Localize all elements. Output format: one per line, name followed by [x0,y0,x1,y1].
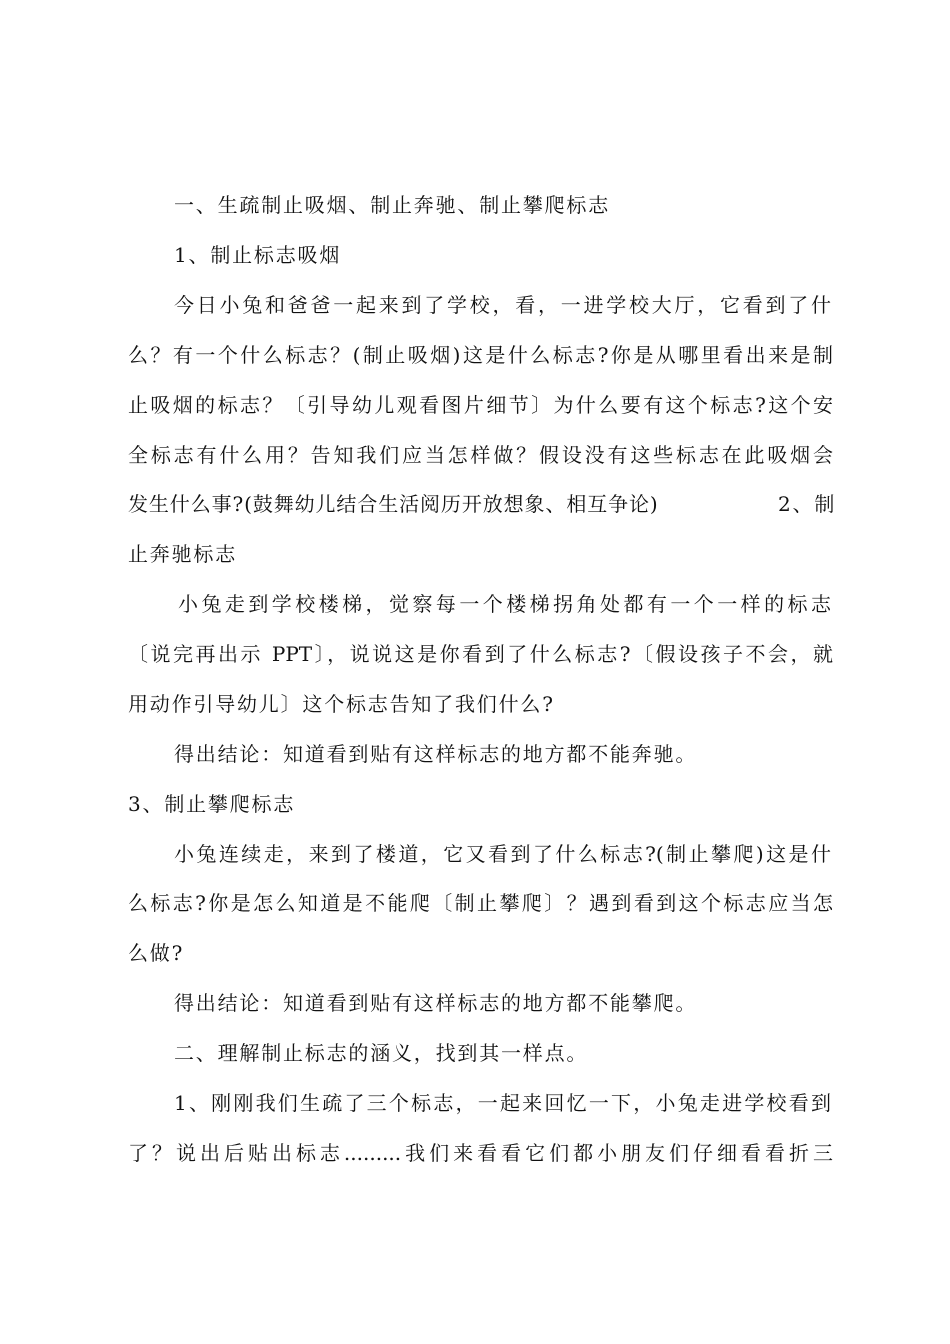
paragraph-line: 〔说完再出示 PPT〕，说说这是你看到了什么标志?〔假设孩子不会，就 [128,642,833,666]
paragraph-line: 了？说出后贴出标志.........我们来看看它们都小朋友们仔细看看折三 [128,1141,833,1165]
paragraph-line: 用动作引导幼儿〕这个标志告知了我们什么? [128,692,555,716]
heading-section-two: 二、理解制止标志的涵义，找到其一样点。 [174,1041,589,1065]
subheading-climbing: 3、制止攀爬标志 [128,792,296,816]
conclusion-running: 得出结论：知道看到贴有这样标志的地方都不能奔驰。 [174,742,698,766]
paragraph-line: 全标志有什么用？告知我们应当怎样做？假设没有这些标志在此吸烟会 [128,443,833,467]
paragraph-line: 发生什么事?(鼓舞幼儿结合生活阅历开放想象、相互争论) [128,492,659,516]
paragraph-line: 小兔走到学校楼梯，觉察每一个楼梯拐角处都有一个一样的标志 [178,592,831,616]
paragraph-line: 止吸烟的标志？〔引导幼儿观看图片细节〕为什么要有这个标志?这个安 [128,393,833,417]
paragraph-line: 么？有一个什么标志？(制止吸烟)这是什么标志?你是从哪里看出来是制 [128,343,833,367]
subheading-running-prefix: 2、制 [778,492,837,516]
paragraph-line: 今日小兔和爸爸一起来到了学校，看，一进学校大厅，它看到了什 [174,293,831,317]
subheading-running: 止奔驰标志 [128,542,237,566]
paragraph-line: 么标志?你是怎么知道是不能爬〔制止攀爬〕？遇到看到这个标志应当怎 [128,891,833,915]
conclusion-climbing: 得出结论：知道看到贴有这样标志的地方都不能攀爬。 [174,991,698,1015]
paragraph-line: 么做? [128,941,185,965]
subheading-smoking: 1、制止标志吸烟 [174,243,342,267]
heading-section-one: 一、生疏制止吸烟、制止奔驰、制止攀爬标志 [174,193,610,217]
paragraph-line: 小兔连续走，来到了楼道，它又看到了什么标志?(制止攀爬)这是什 [174,842,831,866]
paragraph-line: 1、刚刚我们生疏了三个标志，一起来回忆一下，小兔走进学校看到 [174,1091,831,1115]
